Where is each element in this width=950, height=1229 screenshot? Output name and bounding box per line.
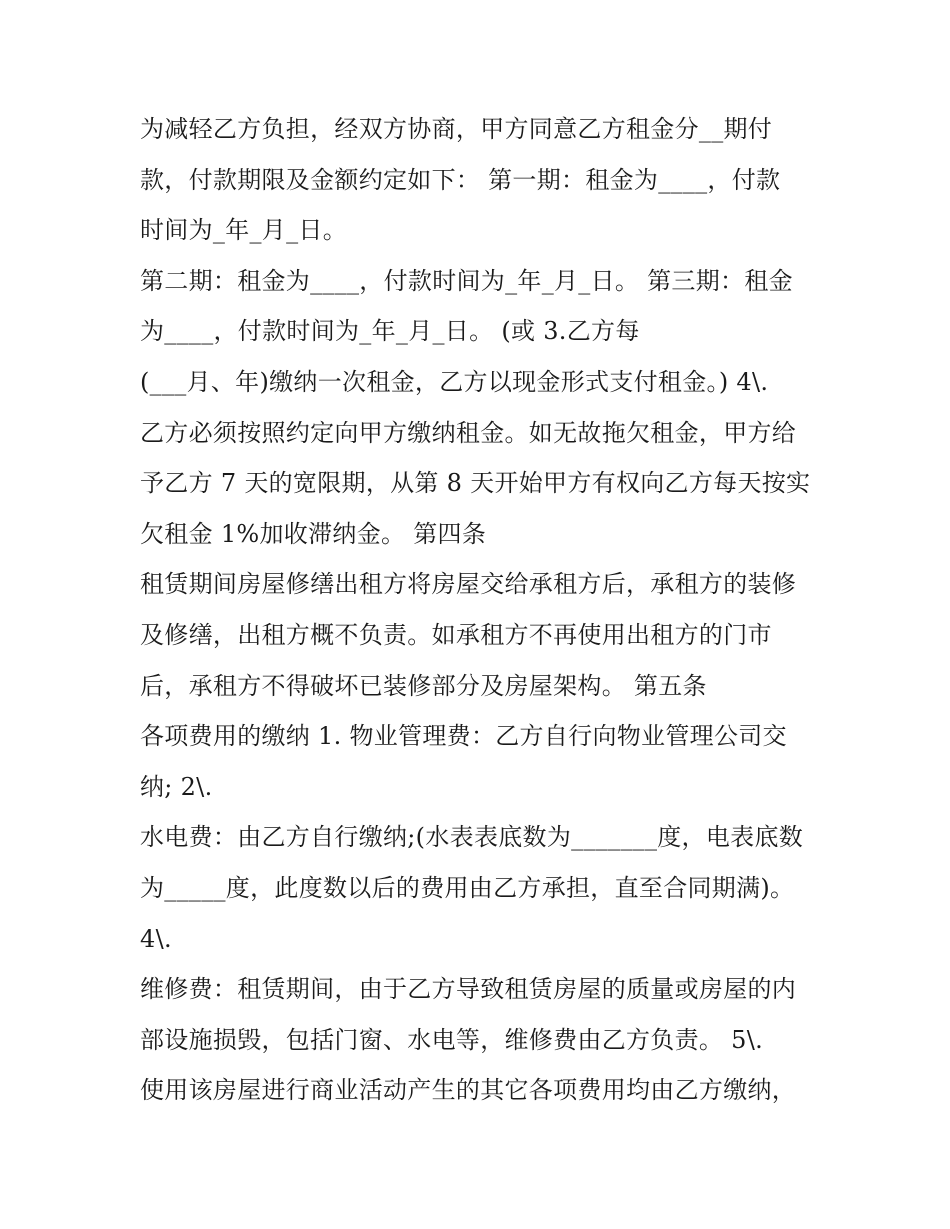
text-line: 租赁期间房屋修缮出租方将房屋交给承租方后，承租方的装修 [140,570,797,599]
text-line: 维修费：租赁期间，由于乙方导致租赁房屋的质量或房屋的内 [140,975,797,1004]
text-line: 第二期：租金为____，付款时间为_年_月_日。 第三期：租金 [140,266,793,295]
text-line: 各项费用的缴纳 1. 物业管理费：乙方自行向物业管理公司交 [140,722,787,751]
text-line: 乙方必须按照约定向甲方缴纳租金。如无故拖欠租金，甲方给 [140,418,797,447]
text-line: 为____，付款时间为_年_月_日。 (或 3.乙方每 [140,317,640,346]
text-line: 为_____度，此度数以后的费用由乙方承担，直至合同期满)。 [140,873,795,902]
text-line: 部设施损毁，包括门窗、水电等，维修费由乙方负责。 5\. [140,1025,764,1054]
text-line: 款，付款期限及金额约定如下： 第一期：租金为____，付款 [140,165,781,194]
contract-text-block [140,104,830,1116]
text-line: 及修缮，出租方概不负责。如承租方不再使用出租方的门市 [140,620,772,649]
text-line: (___月、年)缴纳一次租金，乙方以现金形式支付租金。) 4\. [140,367,769,396]
text-line: 时间为_年_月_日。 [140,216,347,245]
text-line: 水电费：由乙方自行缴纳;(水表表底数为_______度，电表底数 [140,823,804,852]
text-line: 4\. [140,924,172,953]
text-line: 为减轻乙方负担，经双方协商，甲方同意乙方租金分__期付 [140,115,773,143]
text-line: 纳; 2\. [140,772,213,801]
text-line: 欠租金 1%加收滞纳金。 第四条 [140,519,487,548]
text-line: 使用该房屋进行商业活动产生的其它各项费用均由乙方缴纳， [140,1076,797,1105]
text-line: 后，承租方不得破坏已装修部分及房屋架构。 第五条 [140,671,707,700]
text-line: 予乙方 7 天的宽限期，从第 8 天开始甲方有权向乙方每天按实 [140,469,811,498]
